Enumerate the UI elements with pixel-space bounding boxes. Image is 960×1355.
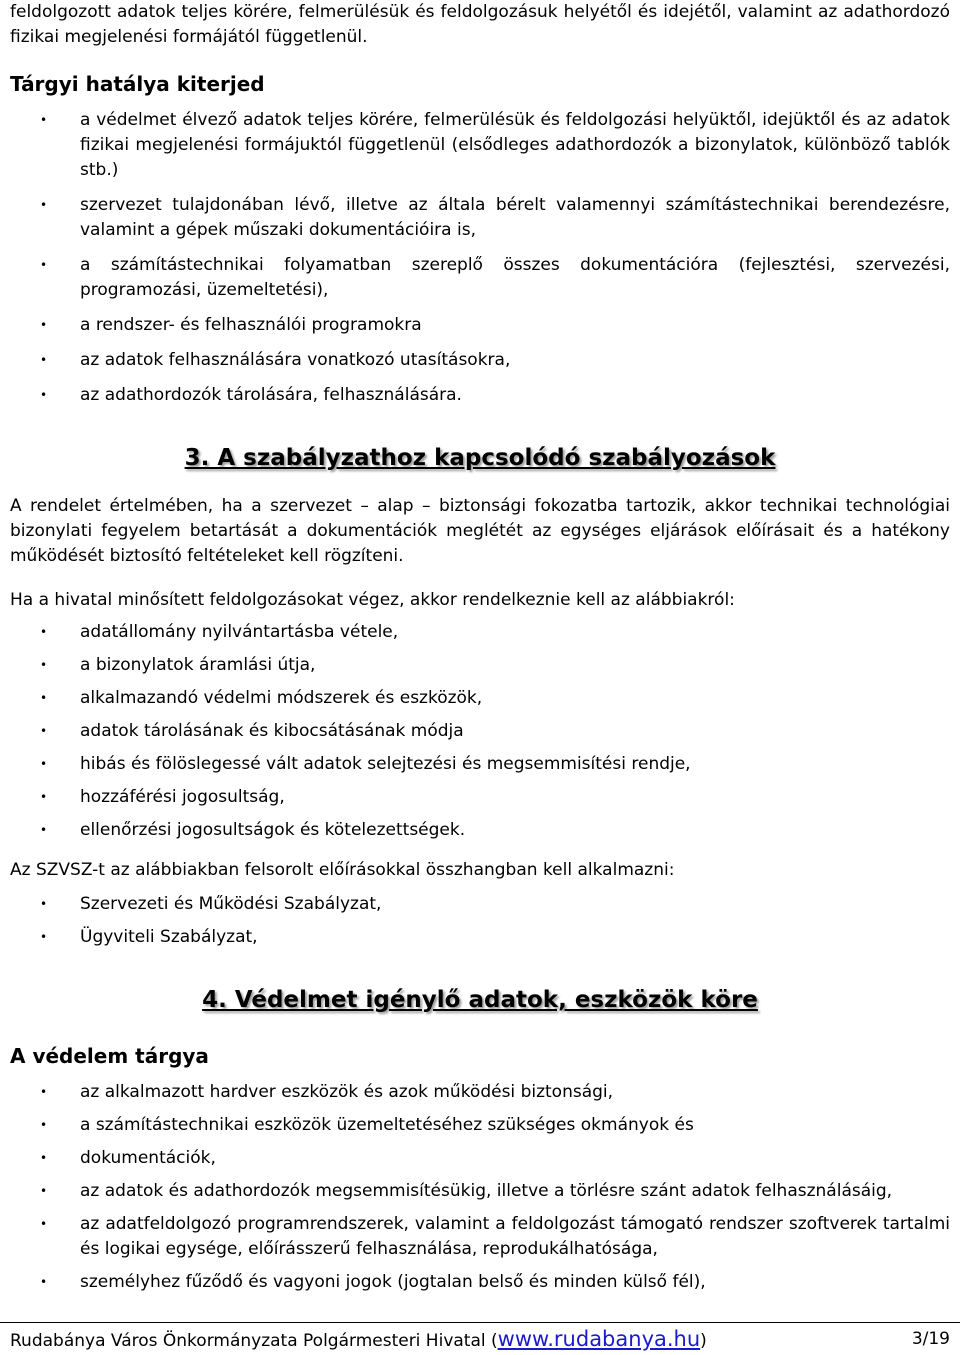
- list-item-text: alkalmazandó védelmi módszerek és eszközök,: [80, 688, 483, 708]
- bullet-icon: •: [40, 658, 48, 672]
- bullet-icon: •: [40, 353, 48, 367]
- list-item: [0, 892, 960, 917]
- footer-org-name: Rudabánya Város Önkormányzata Polgármesteri Hivatal (: [10, 1331, 498, 1351]
- bullet-icon: •: [40, 1184, 48, 1198]
- list-item: [0, 1179, 960, 1204]
- list-item-text: szervezet tulajdonában lévő, illetve az általa bérelt valamennyi számítástechnikai berendezésre, valamint a gépek műszaki dokumentációira is,: [80, 195, 950, 240]
- list-item-text: a védelmet élvező adatok teljes körére, felmerülésük és feldolgozási helyüktől, idejüktől és az adatok fizikai megjelenési formájuktól függetlenül (elsődleges adathordozók a bizonylatok, különböző tablók stb.): [80, 110, 950, 180]
- bullet-icon: •: [40, 1151, 48, 1165]
- list-item-text: adatok tárolásának és kibocsátásának módja: [80, 721, 464, 741]
- list-item: [0, 253, 960, 303]
- protection-list: [0, 1080, 960, 1295]
- list-item-text: a bizonylatok áramlási útja,: [80, 655, 316, 675]
- section-3-title: 3. A szabályzathoz kapcsolódó szabályozások: [184, 445, 776, 471]
- list-item-text: Ügyviteli Szabályzat,: [80, 927, 258, 947]
- list-item: [0, 653, 960, 678]
- list-item: [0, 383, 960, 408]
- list-item: [0, 785, 960, 810]
- list-item: [0, 925, 960, 950]
- list-item-text: adatállomány nyilvántartásba vétele,: [80, 622, 399, 642]
- bullet-icon: •: [40, 1085, 48, 1099]
- scope-list: [0, 108, 960, 408]
- bullet-icon: •: [40, 198, 48, 212]
- protection-subject-heading: A védelem tárgya: [10, 1044, 209, 1068]
- szvsz-intro: Az SZVSZ-t az alábbiakban felsorolt előírásokkal összhangban kell alkalmazni:: [10, 860, 675, 880]
- footer-paren-close: ): [700, 1331, 707, 1351]
- list-item: [0, 348, 960, 373]
- list-item: [0, 1113, 960, 1138]
- list-item-text: ellenőrzési jogosultságok és kötelezettségek.: [80, 820, 466, 840]
- footer-organization: [10, 1327, 707, 1354]
- section-4-title: 4. Védelmet igénylő adatok, eszközök köre: [202, 987, 758, 1013]
- list-item-text: hozzáférési jogosultság,: [80, 787, 285, 807]
- bullet-icon: •: [40, 724, 48, 738]
- bullet-icon: •: [40, 930, 48, 944]
- list-item: [0, 1270, 960, 1295]
- scope-heading: Tárgyi hatálya kiterjed: [10, 72, 265, 96]
- bullet-icon: •: [40, 790, 48, 804]
- bullet-icon: •: [40, 113, 48, 127]
- bullet-icon: •: [40, 1217, 48, 1231]
- page-footer: [0, 1322, 960, 1355]
- list-item-text: az adatok és adathordozók megsemmisítésükig, illetve a törlésre szánt adatok felhasználásáig,: [80, 1181, 893, 1201]
- website-link[interactable]: www.rudabanya.hu: [497, 1327, 701, 1351]
- list-item: [0, 313, 960, 338]
- bullet-icon: •: [40, 1118, 48, 1132]
- bullet-icon: •: [40, 318, 48, 332]
- list-item-text: az adathordozók tárolására, felhasználására.: [80, 385, 462, 405]
- regulations-list: [0, 892, 960, 950]
- bullet-icon: •: [40, 823, 48, 837]
- section-3-paragraph: A rendelet értelmében, ha a szervezet – alap – biztonsági fokozatba tartozik, akkor technikai technológiai bizonylati fegyelem betartását a dokumentációk meglétét az egységes eljárások előírásait és a hatékony működését biztosító feltételeket kell rögzíteni.: [10, 496, 950, 566]
- bullet-icon: •: [40, 691, 48, 705]
- bullet-icon: •: [40, 258, 48, 272]
- bullet-icon: •: [40, 625, 48, 639]
- page-number: 3/19: [911, 1329, 950, 1349]
- list-item: [0, 686, 960, 711]
- list-item: [0, 752, 960, 777]
- requirements-list: [0, 620, 960, 843]
- intro-paragraph: feldolgozott adatok teljes körére, felmerülésük és feldolgozásuk helyétől és idejétől, valamint az adathordozó fizikai megjelenési formájától függetlenül.: [10, 2, 950, 47]
- list-item-text: dokumentációk,: [80, 1148, 216, 1168]
- list-item-text: Szervezeti és Működési Szabályzat,: [80, 894, 382, 914]
- list-item: [0, 1080, 960, 1105]
- list-item-text: az adatok felhasználására vonatkozó utasításokra,: [80, 350, 511, 370]
- list-item: [0, 719, 960, 744]
- list-item: [0, 1146, 960, 1171]
- list-item: [0, 1212, 960, 1262]
- list-item: [0, 108, 960, 183]
- list-item-text: az adatfeldolgozó programrendszerek, valamint a feldolgozást támogató rendszer szoftverek tartalmi és logikai egysége, előírásszerű felhasználása, reprodukálhatósága,: [80, 1214, 950, 1259]
- bullet-icon: •: [40, 388, 48, 402]
- bullet-icon: •: [40, 897, 48, 911]
- list-item: [0, 818, 960, 843]
- list-item-text: az alkalmazott hardver eszközök és azok működési biztonsági,: [80, 1082, 614, 1102]
- bullet-icon: •: [40, 757, 48, 771]
- list-item: [0, 193, 960, 243]
- list-item-text: a rendszer- és felhasználói programokra: [80, 315, 422, 335]
- section-3-intro: Ha a hivatal minősített feldolgozásokat végez, akkor rendelkeznie kell az alábbiakról:: [10, 590, 735, 610]
- list-item-text: a számítástechnikai eszközök üzemeltetéséhez szükséges okmányok és: [80, 1115, 694, 1135]
- list-item-text: személyhez fűződő és vagyoni jogok (jogtalan belső és minden külső fél),: [80, 1272, 706, 1292]
- list-item-text: hibás és fölöslegessé vált adatok selejtezési és megsemmisítési rendje,: [80, 754, 691, 774]
- list-item: [0, 620, 960, 645]
- list-item-text: a számítástechnikai folyamatban szereplő összes dokumentációra (fejlesztési, szervezési, programozási, üzemeltetési),: [80, 255, 950, 300]
- bullet-icon: •: [40, 1275, 48, 1289]
